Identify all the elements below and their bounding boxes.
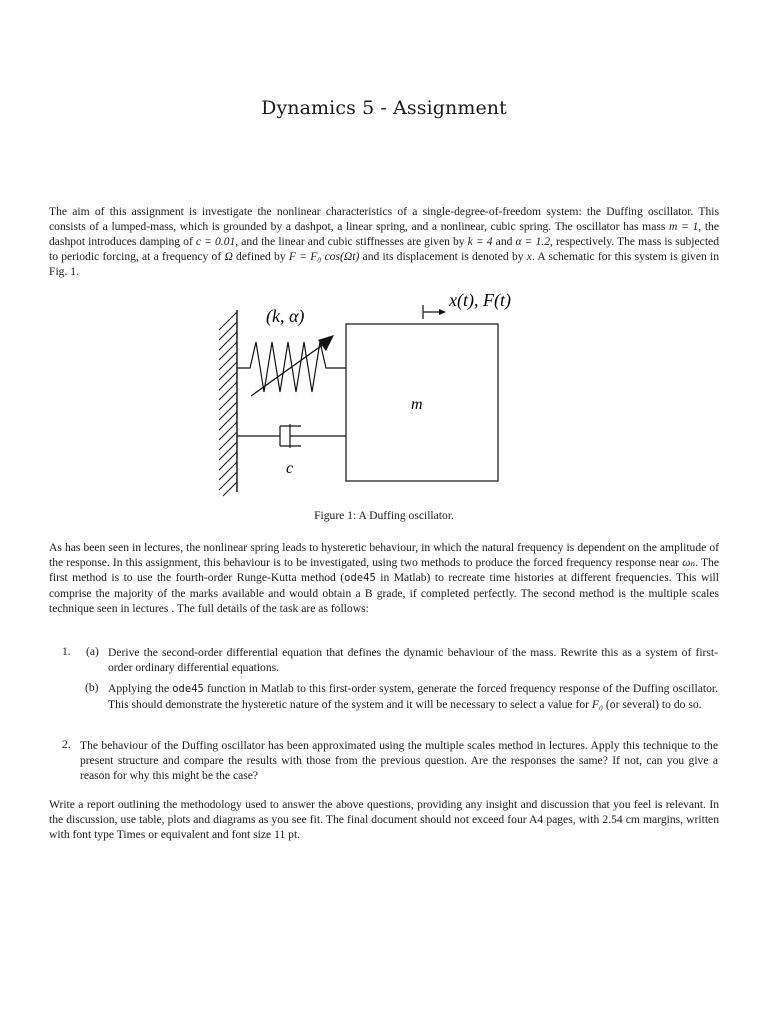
task-1b-text-2: function in Matlab to this first-order system, generate the forced frequency response of the Duffing oscillator. This should demonstrate the hysteretic nature of the system and it will be necessary to select a value for bbox=[108, 682, 718, 711]
intro-text-3: , and the linear and cubic stiffnesses are given by bbox=[235, 235, 468, 248]
intro-text-5: , respectively. The mass is subjected to periodic forcing, at a frequency of bbox=[49, 235, 719, 263]
force-arrowhead bbox=[439, 309, 446, 315]
closing-paragraph: Write a report outlining the methodology used to answer the above questions, providing any insight and discussion that you feel is relevant. In the discussion, use table, plots and diagrams as you see fit. The final document should not exceed four A4 pages, with 2.54 cm margins, written with font type Times or equivalent and font size 11 pt. bbox=[49, 798, 719, 841]
intro-text-6: defined by bbox=[232, 250, 289, 263]
body-text-3: in Matlab) to recreate time histories at different frequencies. This will comprise the majority of the marks available and would obtain a B grade, if completed perfectly. The second method is the multiple scales technique seen in lectures . The full details of the task are as follows: bbox=[49, 571, 719, 615]
nonlinear-arrowhead bbox=[318, 335, 334, 351]
displacement-symbol: x bbox=[526, 250, 532, 263]
force-label: x(t), F(t) bbox=[449, 290, 511, 310]
intro-paragraph bbox=[49, 204, 719, 279]
damping-value: c = 0.01 bbox=[195, 235, 236, 248]
duffing-oscillator-figure bbox=[200, 285, 540, 500]
task-1b-text bbox=[108, 681, 718, 712]
spring-label: (k, α) bbox=[266, 306, 305, 326]
wall-hatching bbox=[219, 312, 237, 496]
mass-label: m bbox=[411, 396, 423, 413]
forcing-equation: F = F₀ cos(Ωt) bbox=[288, 250, 360, 263]
intro-text-8: . A schematic for this system is given in Fig. 1. bbox=[49, 250, 720, 278]
task-1a-text: Derive the second-order differential equation that defines the dynamic behaviour of the mass. Rewrite this as a system of first-order ordinary differential equations. bbox=[108, 646, 718, 674]
figure-caption: Figure 1: A Duffing oscillator. bbox=[314, 509, 454, 522]
task-1-number: 1. bbox=[62, 645, 71, 658]
omega-symbol: Ω bbox=[224, 250, 233, 263]
stiffness-value: k = 4 bbox=[467, 235, 493, 248]
damper-label: c bbox=[286, 460, 294, 477]
ode45-code: ode45 bbox=[344, 572, 376, 584]
dashpot bbox=[237, 424, 346, 448]
mass-value: m = 1 bbox=[669, 220, 699, 233]
intro-text-2: , the dashpot introduces damping of bbox=[49, 220, 719, 248]
body-paragraph bbox=[49, 540, 719, 616]
task-1b-text-3: (or several) to do so. bbox=[603, 698, 702, 711]
intro-text-4: and bbox=[492, 235, 516, 248]
page-title: Dynamics 5 - Assignment bbox=[261, 97, 507, 119]
intro-text-7: and its displacement is denoted by bbox=[359, 250, 527, 263]
task-1b-code: ode45 bbox=[172, 683, 204, 695]
task-1a-label: (a) bbox=[86, 645, 99, 658]
task-2-text: The behaviour of the Duffing oscillator has been approximated using the multiple scales method in lectures. Apply this technique to the present structure and compare the results with those from the previous question. Are the responses the same? If not, can you give a reason for why this might be the case? bbox=[80, 739, 718, 782]
intro-text-1: The aim of this assignment is investigate the nonlinear characteristics of a single-degree-of-freedom system: the Duffing oscillator. This consists of a lumped-mass, which is grounded by a dashpot, a linear spring, and a nonlinear, cubic spring. The oscillator has mass bbox=[49, 205, 719, 233]
body-text-1: As has been seen in lectures, the nonlinear spring leads to hysteretic behaviour, in which the natural frequency is dependent on the amplitude of the response. In this assignment, this behaviour is to be investigated, using two methods to produce the forced frequency response near bbox=[49, 541, 719, 569]
task-1b-f0: F₀ bbox=[591, 698, 604, 711]
natural-frequency-symbol: ωₙ bbox=[682, 556, 696, 569]
task-2-number: 2. bbox=[62, 738, 71, 751]
cubic-stiffness-value: α = 1.2 bbox=[515, 235, 551, 248]
body-text-2: . The first method is to use the fourth-order Runge-Kutta method ( bbox=[49, 556, 719, 584]
task-1b-text-1: Applying the bbox=[108, 682, 173, 695]
task-1b-label: (b) bbox=[85, 681, 99, 694]
